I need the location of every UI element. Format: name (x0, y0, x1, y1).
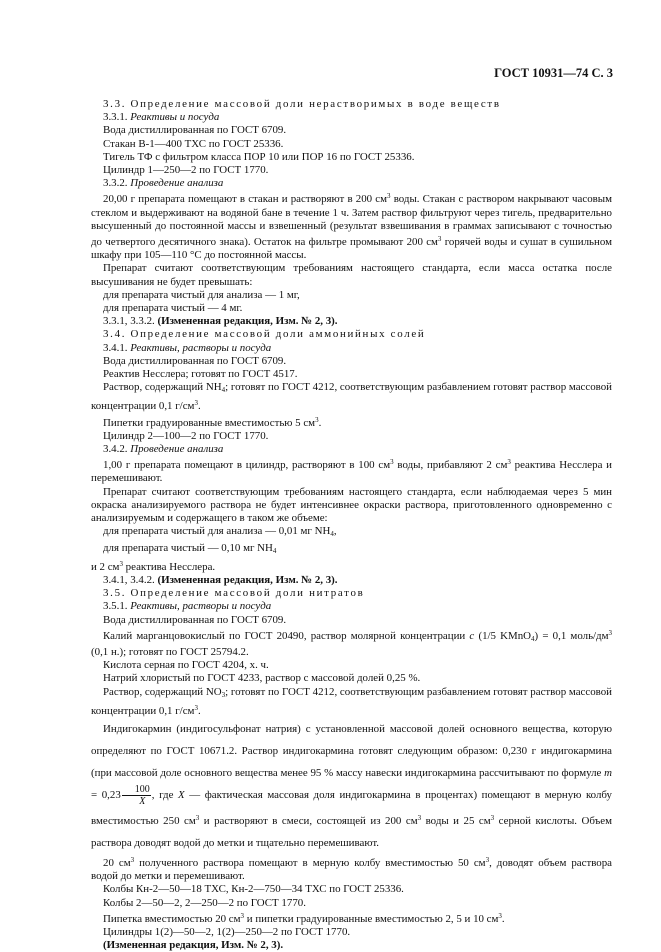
list-item: Кислота серная по ГОСТ 4204, х. ч. (103, 659, 269, 672)
list-item: Стакан В-1—400 ТХС по ГОСТ 25336. (103, 137, 284, 150)
section-3-5-title: 3.5. Определение массовой доли нитратов (103, 587, 365, 600)
formula-m: m (604, 766, 612, 779)
paragraph-indigocarmine: Индигокармин (индигосульфонат натрия) с установленной массовой долей основного вещества, которую определяют по ГОСТ 10671.2. Раствор индигокармина готовят следующим образом: 0,230 г индигокармина (при массовой доле основного вещества менее 95 % массу навески индигокармина рассчитывают по формуле m = 0,23 $\frac{100}{X}$ , где X — фактическая массовая доля индигокармина в процентах) помещают в мерную колбу вместимостью 250 $см^3$ и растворяют в смеси, состоящей из 200 $см^3$ воды и 25 $см^3$ серной кислоты. Объем раствора доводят водой до метки и тщательно перемешивают. (91, 722, 613, 849)
edit-note: 3.3.1, 3.3.2. (Измененная редакция, Изм. № 2, 3). (103, 315, 338, 328)
list-item: Раствор, содержащий $NO_3$; готовят по ГОСТ 4212, соответствующим разбавлением готовят раствор массовой концентрации 0,1 $г/см^3$. (91, 685, 612, 717)
document-body (91, 98, 612, 952)
list-item: для препарата чистый для анализа — 1 мг, (103, 288, 300, 301)
section-3-4-title: 3.4. Определение массовой доли аммонийных солей (103, 328, 426, 341)
section-3-3-title: 3.3. Определение массовой доли нерастворимых в воде веществ (103, 98, 501, 110)
list-item: Колбы Кн-2—50—18 ТХС, Кн-2—750—34 ТХС по ГОСТ 25336. (103, 883, 404, 896)
paragraph: 20,00 г препарата помещают в стакан и растворяют в 200 $см^3$ воды. Стакан с раствором накрывают часовым стеклом и выдерживают на водяной бане в течение 1 ч. Затем раствор фильтруют через тигель, предварительно высушенный до постоянной массы и взвешенный (результат взвешивания в граммах записывают с точностью до четвертого десятичного знака). Остаток на фильтре промывают 200 $см^3$ горячей воды и сушат в сушильном шкафу при 105—110 °С до постоянной массы. (91, 192, 612, 262)
list-item: для препарата чистый — 0,10 мг $NH_4$ (103, 541, 277, 555)
list-item: Вода дистиллированная по ГОСТ 6709. (103, 613, 287, 626)
subsection-3-5-1: 3.5.1. Реактивы, растворы и посуда (103, 600, 272, 613)
list-item: Цилиндр 1—250—2 по ГОСТ 1770. (103, 164, 269, 177)
list-item: для препарата чистый — 4 мг. (103, 302, 243, 315)
subsection-3-4-2: 3.4.2. Проведение анализа (103, 443, 224, 456)
paragraph: 20 $см^3$ полученного раствора помещают в мерную колбу вместимостью 50 $см^3$, доводят объем раствора водой до метки и перемешивают. (91, 855, 613, 883)
paragraph: Препарат считают соответствующим требованиям настоящего стандарта, если масса остатка после высушивания не будет превышать: (91, 262, 612, 288)
list-item: Цилиндры 1(2)—50—2, 1(2)—250—2 по ГОСТ 1770. (103, 925, 351, 938)
page-header: ГОСТ 10931—74 С. 3 (494, 66, 613, 80)
list-item: Пипетка вместимостью 20 $см^3$ и пипетки градуированные вместимостью 2, 5 и 10 $см^3$. (103, 911, 505, 925)
subsection-3-3-1: 3.3.1. Реактивы и посуда (103, 111, 220, 124)
list-item: для препарата чистый для анализа — 0,01 мг $NH_4$, (103, 525, 337, 539)
list-item: Тигель ТФ с фильтром класса ПОР 10 или ПОР 16 по ГОСТ 25336. (103, 150, 415, 163)
list-item: Раствор, содержащий $NH_4$; готовят по ГОСТ 4212, соответствующим разбавлением готовят раствор массовой концентрации 0,1 $г/см^3$. (91, 381, 612, 413)
list-item: Вода дистиллированная по ГОСТ 6709. (103, 354, 287, 367)
list-item: Вода дистиллированная по ГОСТ 6709. (103, 124, 287, 137)
list-item: Натрий хлористый по ГОСТ 4233, раствор с массовой долей 0,25 %. (103, 672, 421, 685)
paragraph: 1,00 г препарата помещают в цилиндр, растворяют в 100 $см^3$ воды, прибавляют 2 $см^3$ реактива Несслера и перемешивают. (91, 458, 613, 485)
list-item: Реактив Несслера; готовят по ГОСТ 4517. (103, 368, 298, 381)
list-item: и 2 $см^3$ реактива Несслера. (91, 559, 216, 573)
paragraph: Препарат считают соответствующим требованиям настоящего стандарта, если наблюдаемая через 5 мин окраска анализируемого раствора не будет интенсивнее окраски раствора, приготовленного одновременно с анализируемым и содержащего в таком же объеме: (91, 485, 612, 525)
subsection-3-4-1: 3.4.1. Реактивы, растворы и посуда (103, 341, 272, 354)
list-item: Цилиндр 2—100—2 по ГОСТ 1770. (103, 429, 269, 442)
list-item: Пипетки градуированные вместимостью 5 $см^3$. (103, 415, 322, 429)
formula-fraction: $\frac{100}{X}$ (122, 784, 151, 807)
list-item: Колбы 2—50—2, 2—250—2 по ГОСТ 1770. (103, 896, 306, 909)
subsection-3-3-2: 3.3.2. Проведение анализа (103, 177, 224, 190)
edit-note: 3.4.1, 3.4.2. (Измененная редакция, Изм. № 2, 3). (103, 573, 338, 586)
list-item: Калий марганцовокислый по ГОСТ 20490, раствор молярной концентрации c (1/5 KMnO$_4$) = 0,1 моль/$дм^3$ (0,1 н.); готовят по ГОСТ 25794.2. (91, 628, 612, 658)
edit-note: (Измененная редакция, Изм. № 2, 3). (103, 939, 284, 952)
